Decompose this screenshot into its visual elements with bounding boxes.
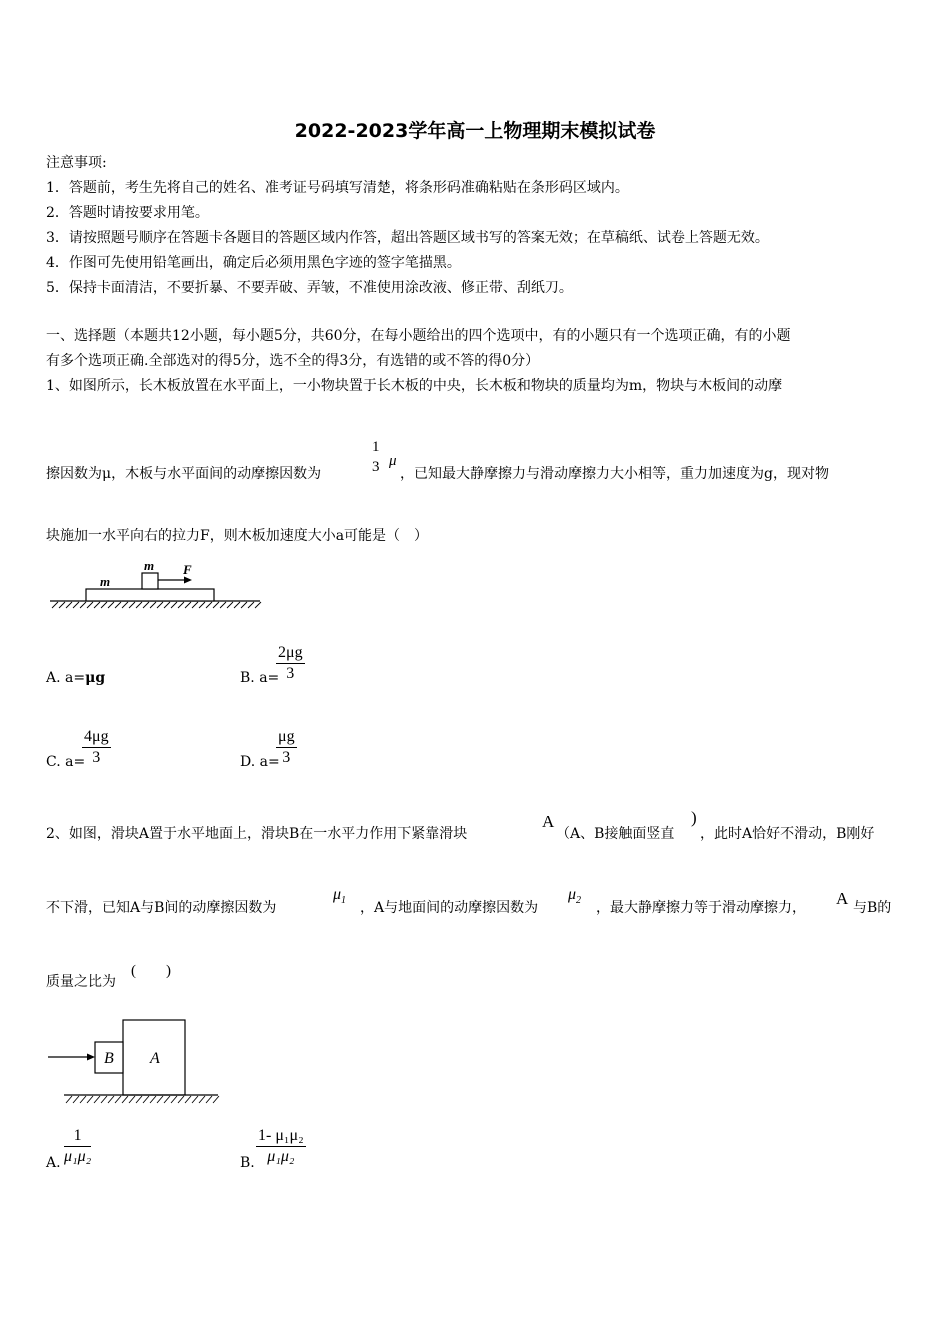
q2-label-a: A bbox=[150, 1050, 160, 1067]
q1-option-d-num: μg bbox=[276, 727, 297, 748]
q2-mu1 bbox=[333, 886, 346, 906]
q1-force-label: F bbox=[183, 562, 192, 577]
q1-option-d-den: 3 bbox=[282, 749, 291, 766]
q2-line2-c: ，最大静摩擦力等于滑动摩擦力， bbox=[596, 900, 806, 916]
q2-option-a-prefix: A. bbox=[46, 1155, 61, 1171]
q1-inline-frac-den: 3 bbox=[372, 459, 380, 475]
notice-heading: 注意事项: bbox=[46, 155, 107, 171]
q2-figure bbox=[46, 1015, 226, 1107]
q2-ground-hatch bbox=[66, 1096, 219, 1103]
q1-board-label: m bbox=[100, 574, 111, 589]
q2-line1-c: ，此时A恰好不滑动，B刚好 bbox=[700, 826, 875, 842]
page-title: 2022-2023学年高一上物理期末模拟试卷 bbox=[294, 120, 656, 142]
q1-option-c-fraction bbox=[82, 727, 111, 768]
q1-figure bbox=[46, 555, 266, 613]
q2-line2-d: 与B的 bbox=[853, 900, 892, 916]
q2-label-b: B bbox=[104, 1050, 114, 1067]
q2-option-a-fraction bbox=[64, 1126, 91, 1167]
q1-ground-hatch bbox=[52, 602, 261, 608]
q1-option-b-num: 2μg bbox=[276, 643, 305, 664]
q1-option-a-value: μg bbox=[85, 670, 106, 686]
q1-inline-fraction bbox=[370, 437, 382, 477]
q1-block-label: m bbox=[144, 558, 155, 573]
q2-option-b-den: μ₁μ₂ bbox=[267, 1148, 295, 1165]
q2-option-b-fraction bbox=[256, 1126, 306, 1167]
q1-option-c-den: 3 bbox=[92, 749, 101, 766]
q1-board bbox=[86, 589, 214, 601]
notice-item-1: 1．答题前，考生先将自己的姓名、准考证号码填写清楚，将条形码准确粘贴在条形码区域内。 bbox=[46, 180, 629, 196]
q1-line2-b: ，已知最大静摩擦力与滑动摩擦力大小相等，重力加速度为g，现对物 bbox=[400, 466, 829, 482]
q2-option-b-prefix: B. bbox=[240, 1155, 255, 1171]
notice-item-3: 3．请按照题号顺序在答题卡各题目的答题区域内作答，超出答题区域书写的答案无效；在草稿纸、试卷上答题无效。 bbox=[46, 230, 769, 246]
q1-inline-frac-num: 1 bbox=[372, 439, 380, 455]
q1-line2-a: 擦因数为μ，木板与水平面间的动摩擦因数为 bbox=[46, 466, 322, 482]
q2-force-arrowhead bbox=[87, 1054, 95, 1061]
q2-mu2-sub: 2 bbox=[576, 895, 582, 907]
section-intro-line2: 有多个选项正确.全部选对的得5分，选不全的得3分，有选错的或不答的得0分） bbox=[46, 353, 540, 369]
q2-mu2-symbol: μ bbox=[568, 886, 577, 903]
q1-option-d-fraction bbox=[276, 727, 297, 768]
q1-option-c-prefix: C. a= bbox=[46, 754, 86, 770]
q1-option-c-num: 4μg bbox=[82, 727, 111, 748]
q2-mu1-sub: 1 bbox=[341, 895, 347, 907]
q1-option-b-den: 3 bbox=[286, 665, 295, 682]
q2-mu1-symbol: μ bbox=[333, 886, 342, 903]
notice-item-5: 5．保持卡面清洁，不要折暴、不要弄破、弄皱，不准使用涂改液、修正带、刮纸刀。 bbox=[46, 280, 573, 296]
q2-option-b-num: 1- μ₁μ₂ bbox=[256, 1126, 306, 1147]
q1-option-b-prefix: B. a= bbox=[240, 670, 280, 686]
q1-line1: 1、如图所示，长木板放置在水平面上，一小物块置于长木板的中央，长木板和物块的质量均为m，物块与木板间的动摩 bbox=[46, 378, 783, 394]
q1-option-a bbox=[46, 670, 105, 686]
q1-option-a-prefix: A. a= bbox=[46, 670, 86, 686]
q1-line3: 块施加一水平向右的拉力F，则木板加速度大小a可能是（ ） bbox=[46, 528, 429, 544]
q2-mu2 bbox=[568, 886, 581, 906]
q2-line1-symbol-a: A bbox=[542, 812, 555, 831]
notice-item-4: 4．作图可先使用铅笔画出，确定后必须用黑色字迹的签字笔描黑。 bbox=[46, 255, 461, 271]
q1-inline-mu: μ bbox=[389, 453, 397, 469]
q2-line3: 质量之比为 bbox=[46, 974, 116, 990]
q1-force-arrowhead bbox=[184, 577, 192, 584]
notice-item-2: 2．答题时请按要求用笔。 bbox=[46, 205, 209, 221]
section-intro-line1: 一、选择题（本题共12小题，每小题5分，共60分，在每小题给出的四个选项中，有的小题只有一个选项正确，有的小题 bbox=[46, 328, 791, 344]
q1-block bbox=[142, 573, 158, 589]
q2-line1-b: （A、B接触面竖直 bbox=[556, 826, 675, 842]
q1-option-d-prefix: D. a= bbox=[240, 754, 280, 770]
q2-answer-blank: ( ) bbox=[131, 963, 171, 979]
q1-option-b-fraction bbox=[276, 643, 305, 684]
q2-line1-a: 2、如图，滑块A置于水平地面上，滑块B在一水平力作用下紧靠滑块 bbox=[46, 826, 468, 842]
q2-option-a-den: μ₁μ₂ bbox=[64, 1148, 92, 1165]
q2-line2-a: 不下滑，已知A与B间的动摩擦因数为 bbox=[46, 900, 277, 916]
q2-line2-b: ，A与地面间的动摩擦因数为 bbox=[360, 900, 539, 916]
q2-line1-paren: ) bbox=[691, 808, 697, 827]
q2-line2-symbol-a: A bbox=[836, 889, 849, 908]
q2-option-a-num: 1 bbox=[64, 1126, 91, 1147]
